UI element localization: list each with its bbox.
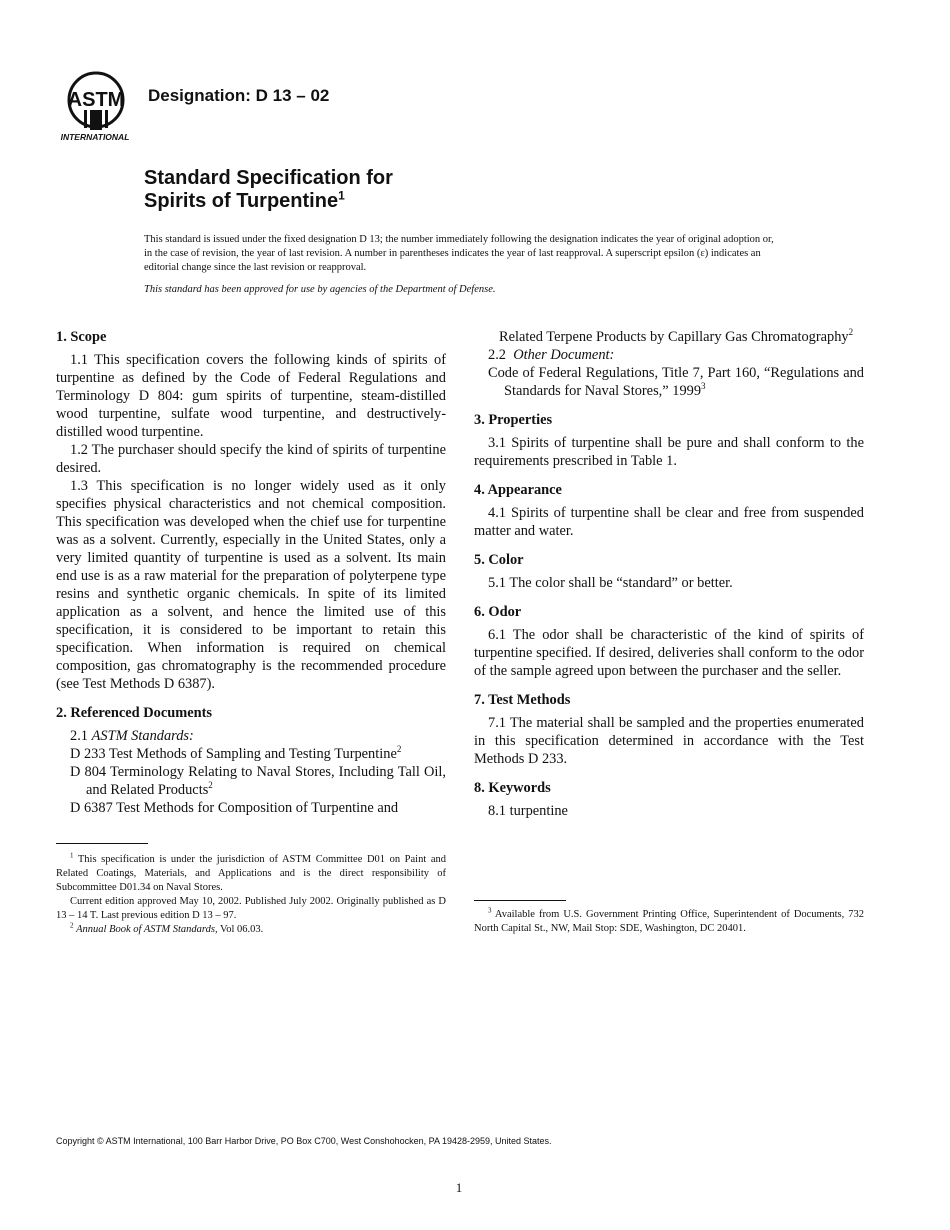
section-heading: 7. Test Methods [474, 692, 571, 708]
title-line-1: Standard Specification for [144, 167, 393, 189]
section-scope [56, 328, 446, 693]
section-color [474, 551, 864, 592]
section-referenced-documents [56, 704, 446, 817]
footnote-2: $^2$ Annual Book of ASTM Standards, Vol 06.03. [70, 921, 264, 935]
footnote-1: $^1$ This specification is under the jurisdiction of ASTM Committee D01 on Paint and Related Coatings, Materials, and Applications and is the direct responsibility of Subcommittee D01.34 on Naval Stores. [56, 851, 446, 893]
page-number: 1 [455, 1180, 463, 1195]
section-heading: 2. Referenced Documents [56, 705, 212, 721]
paragraph-6-1: 6.1 The odor shall be characteristic of the kind of spirits of turpentine specified. If desired, deliveries shall conform to the odor of the sample agreed upon between the purchaser and the seller. [474, 627, 864, 679]
paragraph-3-1: 3.1 Spirits of turpentine shall be pure and shall conform to the requirements prescribed in Table 1. [474, 435, 864, 469]
designation: Designation: D 13 – 02 [148, 86, 330, 105]
title-footnote-mark: 1 [338, 188, 345, 203]
section-keywords [474, 779, 864, 820]
astm-logo-icon [56, 70, 136, 142]
footnote-3: $^3$ Available from U.S. Government Printing Office, Superintendent of Documents, 732 North Capital St., NW, Mail Stop: SDE, Washington, DC 20401. [474, 906, 865, 934]
logo-letters: ASTM [67, 89, 125, 111]
paragraph-1-3: 1.3 This specification is no longer widely used as it only specifies physical characteristics and not chemical composition. This specification was developed when the chief use for turpentine was as a solvent. Currently, especially in the United States, only a very limited quantity of turpentine is used as a solvent. Its main end use is as a raw material for the preparation of polyterpene type resins and synthetic organic chemicals. In spite of its limited application as a solvent, and hence the limited use of this specification, it is considered to be important to retain this specification. When information is required on chemical composition, gas chromatography is the recommended procedure (see Test Methods D 6387). [56, 478, 446, 692]
subsection-2-1: 2.1 ASTM Standards: [70, 728, 194, 744]
section-appearance [474, 481, 864, 540]
section-heading: 3. Properties [474, 412, 553, 428]
footnotes-right [474, 908, 864, 936]
issuance-notice: This standard is issued under the fixed designation D 13; the number immediately following the designation indicates the year of original adoption or, in the case of revision, the year of last revision. A number in parentheses indicates the year of last reapproval. A superscript epsilon (ε) indicates an editorial change since the last revision or reapproval. [144, 234, 774, 273]
title-line-2: Spirits of Turpentine$^1$ [144, 188, 345, 212]
dod-approval-note: This standard has been approved for use by agencies of the Department of Defense. [144, 284, 496, 295]
subsection-2-2: 2.2 Other Document: [488, 347, 615, 363]
paragraph-1-2: 1.2 The purchaser should specify the kind of spirits of turpentine desired. [56, 442, 446, 476]
section-heading: 1. Scope [56, 329, 107, 345]
reference-d233: D 233 Test Methods of Sampling and Testing Turpentine$^2$ [70, 744, 402, 762]
section-heading: 5. Color [474, 552, 524, 568]
section-properties [474, 411, 864, 470]
section-test-methods [474, 691, 864, 768]
copyright-line: Copyright © ASTM International, 100 Barr Harbor Drive, PO Box C700, West Conshohocken, PA 19428-2959, United States. [56, 1136, 552, 1146]
document-title [144, 167, 393, 213]
section-heading: 4. Appearance [474, 482, 562, 498]
section-odor [474, 603, 864, 680]
paragraph-7-1: 7.1 The material shall be sampled and the properties enumerated in this specification determined in accordance with the Test Methods D 233. [474, 715, 864, 767]
paragraph-5-1: 5.1 The color shall be “standard” or better. [488, 575, 733, 591]
astm-logo [56, 70, 136, 142]
reference-d804: D 804 Terminology Relating to Naval Stores, Including Tall Oil, and Related Products$^2$ [70, 764, 446, 798]
section-heading: 6. Odor [474, 604, 522, 620]
footnote-1-edition: Current edition approved May 10, 2002. Published July 2002. Originally published as D 13 – 14 T. Last previous edition D 13 – 97. [56, 896, 446, 921]
logo-subtext: INTERNATIONAL [60, 132, 130, 142]
reference-cfr: Code of Federal Regulations, Title 7, Part 160, “Regulations and Standards for Naval Stores,” 1999$^3$ [488, 365, 864, 399]
right-column [474, 328, 864, 831]
footnotes-left [56, 853, 446, 937]
paragraph-8-1: 8.1 turpentine [488, 803, 568, 819]
footnote-rule [56, 843, 148, 844]
left-column [56, 328, 446, 828]
section-referenced-continued [474, 328, 864, 400]
footnote-rule [474, 900, 566, 901]
section-heading: 8. Keywords [474, 780, 551, 796]
paragraph-4-1: 4.1 Spirits of turpentine shall be clear and free from suspended matter and water. [474, 505, 864, 539]
reference-d6387-continued: Related Terpene Products by Capillary Gas Chromatography$^2$ [499, 327, 854, 345]
reference-d6387: D 6387 Test Methods for Composition of Turpentine and [70, 800, 399, 816]
paragraph-1-1: 1.1 This specification covers the following kinds of spirits of turpentine as defined by the Code of Federal Regulations and Terminology D 804: gum spirits of turpentine, steam-distilled wood turpentine, sulfate wood turpentine, and destructively-distilled wood turpentine. [56, 352, 446, 440]
